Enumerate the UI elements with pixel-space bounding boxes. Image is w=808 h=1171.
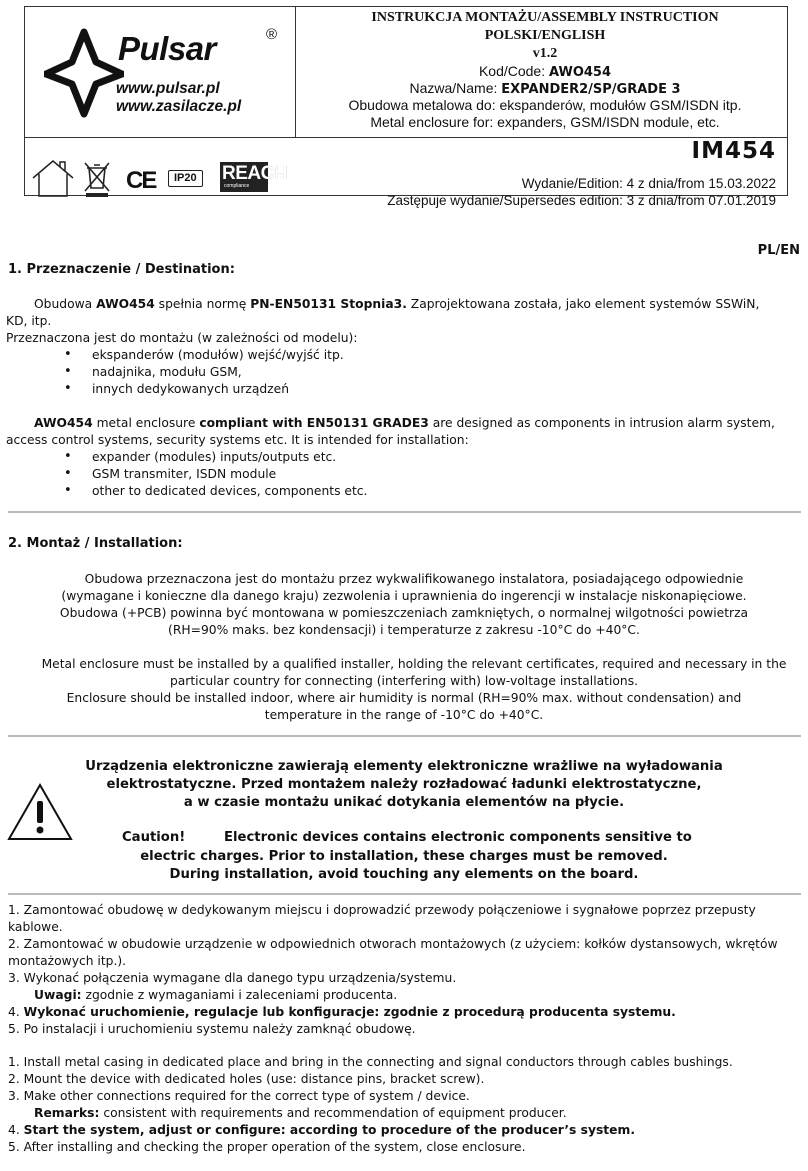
- reach-logo-icon: REACH compliance: [220, 162, 298, 192]
- s2-en-line: Metal enclosure must be installed by a qualified installer, holding the relevant certificates, required and necessary in the: [41, 657, 787, 671]
- edition-line: Wydanie/Edition: 4 z dnia/from 15.03.2022: [521, 176, 776, 191]
- bullet-icon: •: [64, 466, 72, 481]
- step-pl: 2. Zamontować w obudowie urządzenie w odpowiednich otworach montażowych (z użyciem: kołków dystansowych, wkrętów: [8, 937, 778, 951]
- header-divider: [25, 137, 787, 138]
- bullet-icon: •: [64, 347, 72, 362]
- code-line: Kod/Code: AWO454: [478, 63, 612, 80]
- step-pl-note: Uwagi: zgodnie z wymaganiami i zaleceniami producenta.: [34, 988, 398, 1002]
- version: v1.2: [532, 46, 558, 61]
- warning-en-line: electric charges. Prior to installation, these charges must be removed.: [140, 849, 668, 864]
- title-line-1: INSTRUKCJA MONTAŻU/ASSEMBLY INSTRUCTION: [371, 10, 719, 25]
- list-item: other to dedicated devices, components etc.: [92, 484, 368, 498]
- list-item: ekspanderów (modułów) wejść/wyjść itp.: [92, 348, 344, 362]
- warning-en-line: During installation, avoid touching any elements on the board.: [169, 867, 639, 882]
- section2-heading: 2. Montaż / Installation:: [8, 536, 183, 551]
- caution-label: Caution!: [122, 830, 186, 845]
- s1-en-paragraph-cont: access control systems, security systems etc. It is intended for installation:: [6, 433, 469, 447]
- s2-pl-line: Obudowa (+PCB) powinna być montowana w pomieszczeniach zamkniętych, o normalnej wilgotności powietrza: [59, 606, 749, 620]
- weee-bin-icon: [82, 160, 112, 198]
- s1-en-paragraph: AWO454 metal enclosure compliant with EN50131 GRADE3 are designed as components in intrusion alarm system,: [34, 416, 775, 430]
- warning-pl-line: a w czasie montażu unikać dotykania elementów na płycie.: [183, 795, 625, 810]
- list-item: GSM transmiter, ISDN module: [92, 467, 277, 481]
- step-en-note: Remarks: consistent with requirements and recommendation of equipment producer.: [34, 1106, 567, 1120]
- s1-pl-intended: Przeznaczona jest do montażu (w zależności od modelu):: [6, 331, 358, 345]
- header-vertical-divider: [295, 7, 296, 137]
- s2-en-line: Enclosure should be installed indoor, where air humidity is normal (RH=90% max. without condensation) and: [66, 691, 742, 705]
- divider: [8, 735, 801, 737]
- step-pl: 1. Zamontować obudowę w dedykowanym miejscu i doprowadzić przewody połączeniowe i sygnałowe poprzez przepusty: [8, 903, 756, 917]
- step-en: 5. After installing and checking the proper operation of the system, close enclosure.: [8, 1140, 526, 1154]
- step-pl: kablowe.: [8, 920, 63, 934]
- step-pl: 4. Wykonać uruchomienie, regulacje lub konfiguracje: zgodnie z procedurą producenta systemu.: [8, 1005, 676, 1019]
- bullet-icon: •: [64, 483, 72, 498]
- description-pl: Obudowa metalowa do: ekspanderów, modułów GSM/ISDN itp.: [348, 97, 742, 113]
- step-pl: 5. Po instalacji i uruchomieniu systemu należy zamknąć obudowę.: [8, 1022, 416, 1036]
- step-en: 2. Mount the device with dedicated holes (use: distance pins, bracket screw).: [8, 1072, 485, 1086]
- supersedes-line: Zastępuje wydanie/Supersedes edition: 3 z dnia/from 07.01.2019: [387, 193, 776, 208]
- name-value: EXPANDER2/SP/GRADE 3: [501, 82, 681, 97]
- list-item: innych dedykowanych urządzeń: [92, 382, 289, 396]
- document-id: IM454: [691, 138, 776, 164]
- pulsar-star-icon: [44, 28, 124, 118]
- bullet-icon: •: [64, 381, 72, 396]
- step-en: 1. Install metal casing in dedicated place and bring in the connecting and signal conductors through cables bushings.: [8, 1055, 733, 1069]
- pulsar-logo: [44, 26, 282, 126]
- s1-pl-paragraph-cont: KD, itp.: [6, 314, 52, 328]
- registered-mark: ®: [266, 26, 278, 43]
- warning-pl-line: elektrostatyczne. Przed montażem należy rozładować ładunki elektrostatyczne,: [106, 777, 702, 792]
- title-line-2: POLSKI/ENGLISH: [484, 28, 606, 43]
- indoor-use-icon: [30, 158, 76, 198]
- description-en: Metal enclosure for: expanders, GSM/ISDN module, etc.: [370, 114, 720, 130]
- brand-name: Pulsar: [118, 30, 216, 67]
- s2-pl-line: (wymagane i konieczne dla danego kraju) zezwolenia i uprawnienia do ingerencji w instalacje niskonapięciowe.: [61, 589, 747, 603]
- list-item: expander (modules) inputs/outputs etc.: [92, 450, 337, 464]
- divider: [8, 511, 801, 513]
- name-line: Nazwa/Name: EXPANDER2/SP/GRADE 3: [409, 80, 681, 97]
- warning-en-line: Electronic devices contains electronic components sensitive to: [224, 830, 692, 845]
- bullet-icon: •: [64, 364, 72, 379]
- ip20-badge: IP20: [168, 170, 203, 187]
- logo-url-pulsar: www.pulsar.pl: [116, 80, 220, 97]
- logo-url-zasilacze: www.zasilacze.pl: [116, 98, 242, 115]
- code-value: AWO454: [549, 65, 612, 80]
- s2-en-line: particular country for connecting (interfering with) low-voltage installations.: [169, 674, 639, 688]
- s2-en-line: temperature in the range of -10°C do +40°C.: [264, 708, 544, 722]
- list-item: nadajnika, modułu GSM,: [92, 365, 242, 379]
- warning-pl-line: Urządzenia elektroniczne zawierają elementy elektroniczne wrażliwe na wyładowania: [85, 759, 723, 774]
- s2-pl-line: Obudowa przeznaczona jest do montażu przez wykwalifikowanego instalatora, posiadającego odpowiednie: [84, 572, 744, 586]
- ce-mark-icon: CE: [126, 167, 156, 194]
- s1-pl-paragraph: Obudowa AWO454 spełnia normę PN-EN50131 Stopnia3. Zaprojektowana została, jako element systemów SSWiN,: [34, 297, 760, 311]
- bullet-icon: •: [64, 449, 72, 464]
- step-en: 4. Start the system, adjust or configure: according to procedure of the producer’s system.: [8, 1123, 635, 1137]
- step-pl: 3. Wykonać połączenia wymagane dla danego typu urządzenia/systemu.: [8, 971, 457, 985]
- divider: [8, 893, 801, 895]
- step-pl: montażowych itp.).: [8, 954, 127, 968]
- section1-heading: 1. Przeznaczenie / Destination:: [8, 262, 235, 277]
- step-en: 3. Make other connections required for the correct type of system / device.: [8, 1089, 470, 1103]
- language-tag: PL/EN: [757, 243, 800, 258]
- s2-pl-line: (RH=90% maks. bez kondensacji) i temperaturze z zakresu -10°C do +40°C.: [168, 623, 640, 637]
